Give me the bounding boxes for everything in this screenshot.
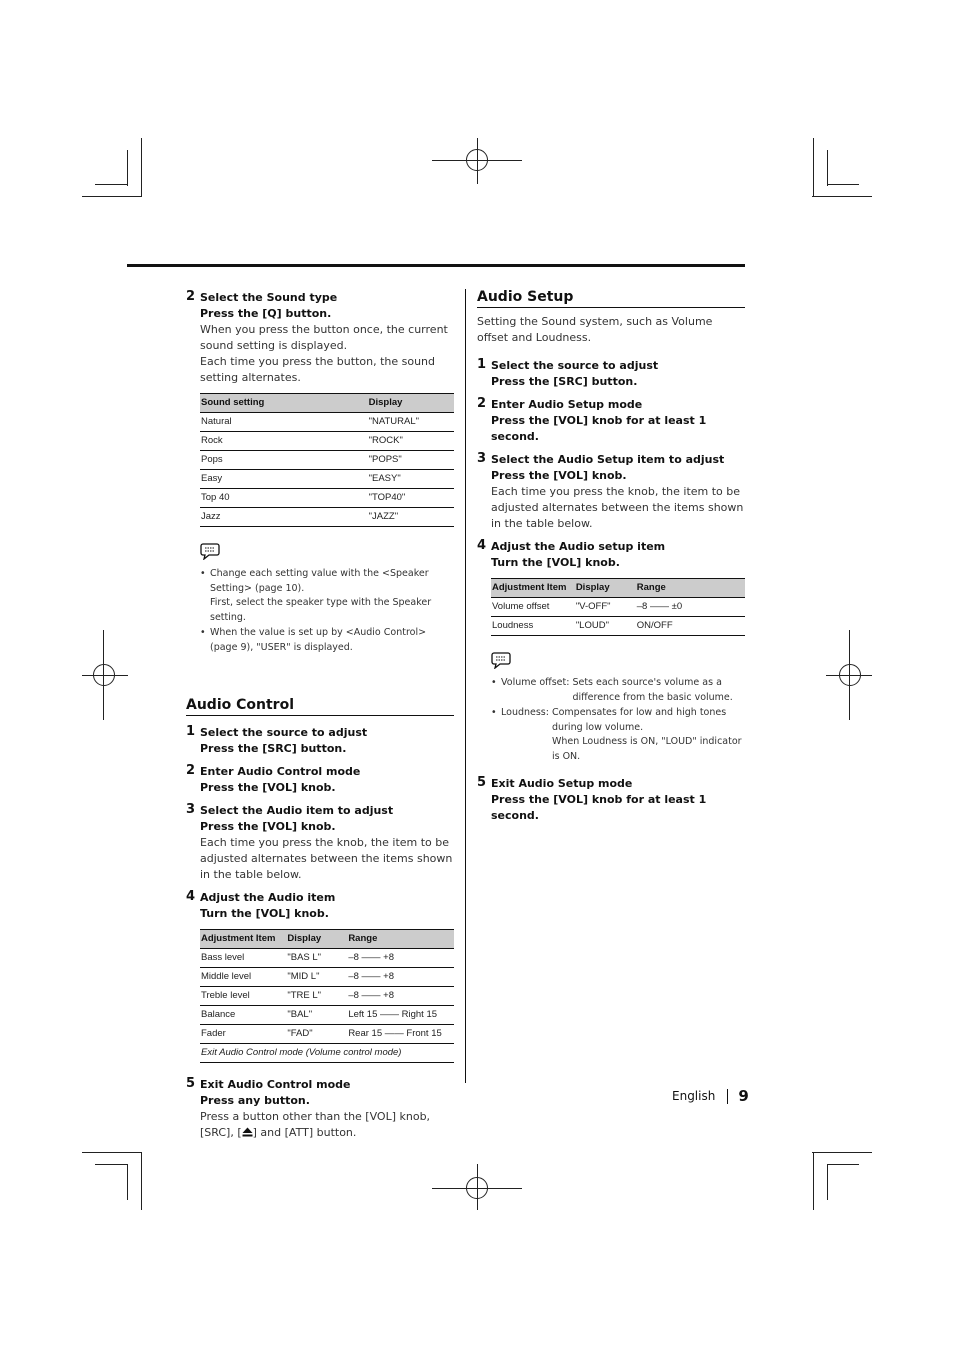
table-cell: "FAD" xyxy=(286,1025,347,1044)
step-heading: Select the Audio Setup item to adjust xyxy=(491,453,725,466)
step-number: 4 xyxy=(477,538,487,553)
audio-setup-step-2 xyxy=(477,397,745,445)
table-cell: Pops xyxy=(200,451,368,470)
note-item: • When the value is set up by <Audio Control> (page 9), "USER" is displayed. xyxy=(200,626,454,655)
table-cell: Balance xyxy=(200,1006,286,1025)
audio-setup-step-1 xyxy=(477,358,745,390)
table-cell: "LOUD" xyxy=(575,617,636,636)
audio-control-table-wrap xyxy=(186,929,454,1063)
table-header: Display xyxy=(575,579,636,598)
step-action: Press the [Q] button. xyxy=(200,307,332,320)
sound-type-step xyxy=(186,290,454,386)
table-cell: Top 40 xyxy=(200,489,368,508)
table-row xyxy=(200,489,454,508)
step-heading: Select the Sound type xyxy=(200,291,338,304)
note-text: Sets each source's volume as a difference from the basic volume. xyxy=(572,677,733,703)
table-cell: Fader xyxy=(200,1025,286,1044)
footer-language: English xyxy=(672,1089,716,1103)
table-cell: Treble level xyxy=(200,987,286,1006)
step-action: Turn the [VOL] knob. xyxy=(491,556,620,569)
step-heading: Select the source to adjust xyxy=(491,359,659,372)
step-heading: Adjust the Audio item xyxy=(200,891,336,904)
audio-setup-table-wrap xyxy=(477,578,745,764)
table-cell: Left 15 —— Right 15 xyxy=(347,1006,454,1025)
audio-control-step-4 xyxy=(186,890,454,922)
sound-setting-table xyxy=(200,393,454,527)
desc-text: Press a button other than the [VOL] knob, [SRC], [ xyxy=(200,1110,431,1139)
table-cell: Bass level xyxy=(200,949,286,968)
step-action: Press the [VOL] knob for at least 1 second. xyxy=(491,414,707,443)
audio-control-table xyxy=(200,929,454,1063)
table-cell: –8 —— ±0 xyxy=(636,598,745,617)
table-row xyxy=(200,413,454,432)
table-cell: Easy xyxy=(200,470,368,489)
audio-control-step-1 xyxy=(186,725,454,757)
eject-icon xyxy=(242,1127,253,1137)
audio-control-step-3 xyxy=(186,803,454,883)
table-header: Display xyxy=(368,394,454,413)
table-row xyxy=(491,617,745,636)
note-text: Change each setting value with the <Speaker Setting> (page 10). xyxy=(210,568,429,594)
step-heading: Select the source to adjust xyxy=(200,726,368,739)
table-row xyxy=(200,1044,454,1063)
audio-control-title: Audio Control xyxy=(186,696,454,716)
step-description xyxy=(200,1109,454,1141)
table-header: Sound setting xyxy=(200,394,368,413)
table-cell: "ROCK" xyxy=(368,432,454,451)
table-cell: "BAS L" xyxy=(286,949,347,968)
note-item xyxy=(491,706,745,764)
sound-notes xyxy=(200,567,454,655)
step-heading: Adjust the Audio setup item xyxy=(491,540,666,553)
note-text: When Loudness is ON, "LOUD" indicator is ON. xyxy=(551,736,742,762)
audio-setup-title: Audio Setup xyxy=(477,288,745,308)
table-cell: –8 —— +8 xyxy=(347,987,454,1006)
audio-setup-table xyxy=(491,578,745,636)
table-header: Range xyxy=(636,579,745,598)
desc-text: ] and [ATT] button. xyxy=(252,1126,357,1139)
table-header: Range xyxy=(347,930,454,949)
table-cell: "JAZZ" xyxy=(368,508,454,527)
note-icon xyxy=(200,543,220,560)
step-number: 5 xyxy=(186,1076,196,1091)
step-action: Press any button. xyxy=(200,1094,310,1107)
table-cell: Jazz xyxy=(200,508,368,527)
note-text: First, select the speaker type with the Speaker setting. xyxy=(210,597,432,623)
table-row xyxy=(200,987,454,1006)
step-action: Press the [SRC] button. xyxy=(491,375,638,388)
step-number: 1 xyxy=(186,724,196,739)
table-cell: "POPS" xyxy=(368,451,454,470)
step-heading: Exit Audio Control mode xyxy=(200,1078,351,1091)
table-row xyxy=(200,508,454,527)
note-item xyxy=(200,567,454,625)
footer-separator xyxy=(727,1089,728,1104)
table-row xyxy=(200,1025,454,1044)
page-number: 9 xyxy=(738,1087,749,1105)
table-footnote: Exit Audio Control mode (Volume control mode) xyxy=(200,1044,454,1063)
step-number: 2 xyxy=(186,289,196,304)
right-column xyxy=(477,288,745,831)
step-number: 2 xyxy=(186,763,196,778)
audio-setup-notes xyxy=(491,676,745,764)
step-description: Each time you press the knob, the item to be adjusted alternates between the items shown in the table below. xyxy=(491,485,744,530)
audio-setup-step-3 xyxy=(477,452,745,532)
table-row xyxy=(200,432,454,451)
step-description: Each time you press the knob, the item to be adjusted alternates between the items shown in the table below. xyxy=(200,836,453,881)
note-icon xyxy=(491,652,511,669)
step-number: 3 xyxy=(477,451,487,466)
table-cell: "TRE L" xyxy=(286,987,347,1006)
table-cell: Rock xyxy=(200,432,368,451)
step-number: 5 xyxy=(477,775,487,790)
step-heading: Enter Audio Control mode xyxy=(200,765,361,778)
table-cell: Volume offset xyxy=(491,598,575,617)
table-row xyxy=(200,1006,454,1025)
step-action: Press the [SRC] button. xyxy=(200,742,347,755)
table-cell: "TOP40" xyxy=(368,489,454,508)
table-header: Adjustment Item xyxy=(200,930,286,949)
table-row xyxy=(200,470,454,489)
column-divider xyxy=(465,289,466,1083)
table-cell: "EASY" xyxy=(368,470,454,489)
table-row xyxy=(200,968,454,987)
audio-setup-step-4 xyxy=(477,539,745,571)
table-row xyxy=(491,598,745,617)
step-description: Each time you press the button, the sound setting alternates. xyxy=(200,355,436,384)
table-header: Display xyxy=(286,930,347,949)
table-header: Adjustment Item xyxy=(491,579,575,598)
table-row xyxy=(200,949,454,968)
sound-table-wrap xyxy=(186,393,454,655)
header-rule xyxy=(127,264,745,267)
step-action: Press the [VOL] knob for at least 1 second. xyxy=(491,793,707,822)
step-action: Turn the [VOL] knob. xyxy=(200,907,329,920)
step-number: 4 xyxy=(186,889,196,904)
step-number: 3 xyxy=(186,802,196,817)
table-cell: ON/OFF xyxy=(636,617,745,636)
table-cell: Middle level xyxy=(200,968,286,987)
audio-control-step-2 xyxy=(186,764,454,796)
table-cell: "MID L" xyxy=(286,968,347,987)
table-cell: Rear 15 —— Front 15 xyxy=(347,1025,454,1044)
table-cell: –8 —— +8 xyxy=(347,949,454,968)
note-label: • Volume offset: xyxy=(501,677,570,688)
note-item xyxy=(491,676,745,705)
note-label: • Loudness: xyxy=(501,707,549,718)
left-column xyxy=(186,290,454,1148)
step-heading: Enter Audio Setup mode xyxy=(491,398,643,411)
audio-control-step-5 xyxy=(186,1077,454,1141)
table-cell: "BAL" xyxy=(286,1006,347,1025)
table-row xyxy=(200,451,454,470)
page-footer xyxy=(672,1087,749,1105)
step-heading: Exit Audio Setup mode xyxy=(491,777,633,790)
note-text: Compensates for low and high tones during low volume. xyxy=(551,707,727,733)
audio-setup-intro: Setting the Sound system, such as Volume offset and Loudness. xyxy=(477,315,713,344)
step-number: 1 xyxy=(477,357,487,372)
step-description: When you press the button once, the current sound setting is displayed. xyxy=(200,323,448,352)
table-cell: Natural xyxy=(200,413,368,432)
table-cell: "NATURAL" xyxy=(368,413,454,432)
table-cell: "V-OFF" xyxy=(575,598,636,617)
table-cell: –8 —— +8 xyxy=(347,968,454,987)
step-heading: Select the Audio item to adjust xyxy=(200,804,394,817)
step-action: Press the [VOL] knob. xyxy=(491,469,627,482)
audio-setup-step-5 xyxy=(477,776,745,824)
step-action: Press the [VOL] knob. xyxy=(200,781,336,794)
step-number: 2 xyxy=(477,396,487,411)
table-cell: Loudness xyxy=(491,617,575,636)
step-action: Press the [VOL] knob. xyxy=(200,820,336,833)
